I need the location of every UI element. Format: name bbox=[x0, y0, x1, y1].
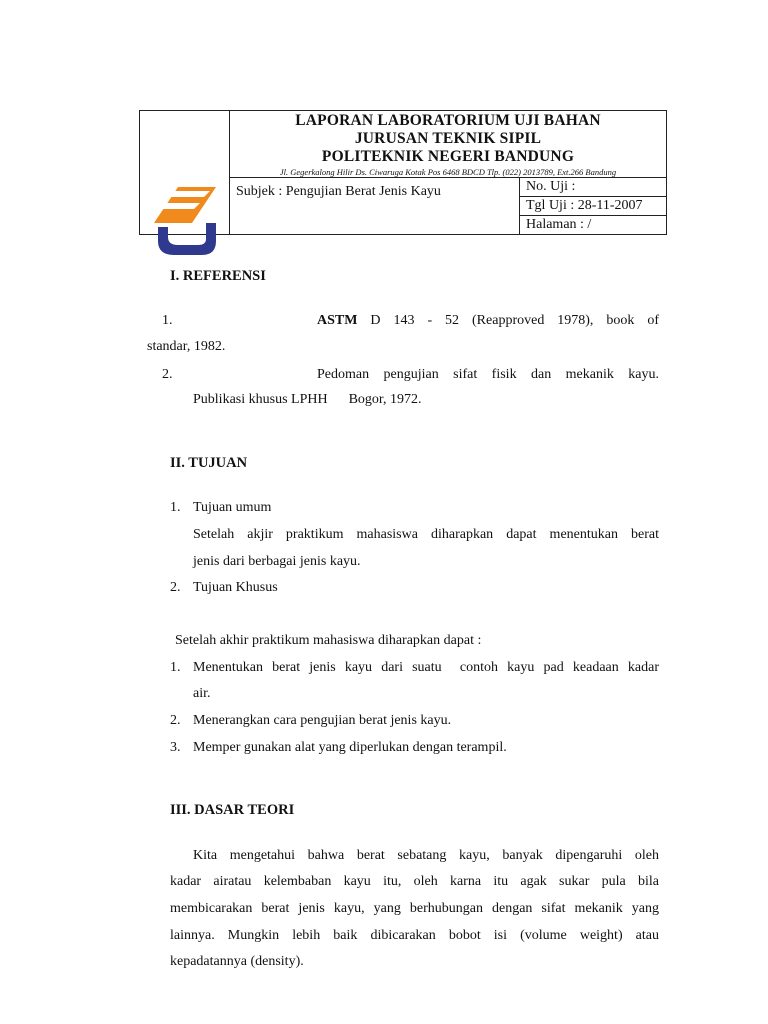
ref1-continuation: standar, 1982. bbox=[147, 339, 226, 354]
logo-cell bbox=[140, 111, 230, 235]
khusus-2-number: 2. bbox=[170, 713, 181, 728]
ref1-body: D 143 - 52 (Reapproved 1978), book of bbox=[370, 313, 660, 328]
tujuan-2-label: Tujuan Khusus bbox=[193, 580, 278, 595]
dasar-teori-line-4: lainnya. Mungkin lebih baik dibicarakan bobot isi (volume weight) atau bbox=[170, 928, 659, 943]
no-uji-field: No. Uji : bbox=[520, 178, 667, 197]
tujuan-1-text-line-2: jenis dari berbagai jenis kayu. bbox=[193, 554, 361, 569]
khusus-1-text-line-1: Menentukan berat jenis kayu dari suatu contoh kayu pad keadaan kadar bbox=[193, 660, 659, 675]
heading-dasar-teori: III. DASAR TEORI bbox=[170, 802, 295, 818]
ref2-continuation: Publikasi khusus LPHH Bogor, 1972. bbox=[193, 392, 422, 407]
institution-address: Jl. Gegerkalong Hilir Ds. Ciwaruga Kotak Pos 6468 BDCD Tlp. (022) 2013789, Ext.266 Bandung bbox=[279, 167, 617, 177]
heading-referensi: I. REFERENSI bbox=[170, 268, 266, 284]
dasar-teori-line-2: kadar airatau kelembaban kayu itu, oleh karna itu agak sukar pula bila bbox=[170, 874, 659, 889]
ref2-text: Pedoman pengujian sifat fisik dan mekanik kayu. bbox=[317, 367, 659, 382]
polban-logo-icon bbox=[150, 183, 222, 261]
tujuan-2-number: 2. bbox=[170, 580, 181, 595]
khusus-1-number: 1. bbox=[170, 660, 181, 675]
tujuan-1-number: 1. bbox=[170, 500, 181, 515]
dasar-teori-line-3: membicarakan berat jenis kayu, yang berhubungan dengan sifat mekanik yang bbox=[170, 901, 659, 916]
report-title-line-2: JURUSAN TEKNIK SIPIL bbox=[354, 130, 542, 147]
ref1-number: 1. bbox=[162, 313, 173, 328]
tgl-uji-field: Tgl Uji : 28-11-2007 bbox=[520, 197, 667, 216]
report-title-line-1: LAPORAN LABORATORIUM UJI BAHAN bbox=[295, 112, 601, 129]
heading-tujuan: II. TUJUAN bbox=[170, 455, 248, 471]
dasar-teori-line-5: kepadatannya (density). bbox=[170, 954, 304, 969]
khusus-2-text: Menerangkan cara pengujian berat jenis kayu. bbox=[193, 713, 452, 728]
report-title-block bbox=[230, 111, 667, 178]
halaman-field: Halaman : / bbox=[520, 216, 667, 235]
ref1-text bbox=[317, 313, 659, 329]
ref1-bold: ASTM bbox=[317, 313, 358, 328]
dasar-teori-line-1: Kita mengetahui bahwa berat sebatang kayu, banyak dipengaruhi oleh bbox=[193, 848, 659, 863]
report-header-table bbox=[139, 110, 667, 235]
tujuan-1-label: Tujuan umum bbox=[193, 500, 272, 515]
report-title-line-3: POLITEKNIK NEGERI BANDUNG bbox=[321, 148, 575, 165]
ref2-number: 2. bbox=[162, 367, 173, 382]
khusus-3-number: 3. bbox=[170, 740, 181, 755]
khusus-3-text: Memper gunakan alat yang diperlukan dengan terampil. bbox=[193, 740, 507, 755]
khusus-1-text-line-2: air. bbox=[193, 686, 211, 701]
tujuan-1-text-line-1: Setelah akjir praktikum mahasiswa diharapkan dapat menentukan berat bbox=[193, 527, 659, 542]
subject-cell: Subjek : Pengujian Berat Jenis Kayu bbox=[230, 178, 520, 235]
tujuan-khusus-intro: Setelah akhir praktikum mahasiswa diharapkan dapat : bbox=[175, 633, 482, 648]
